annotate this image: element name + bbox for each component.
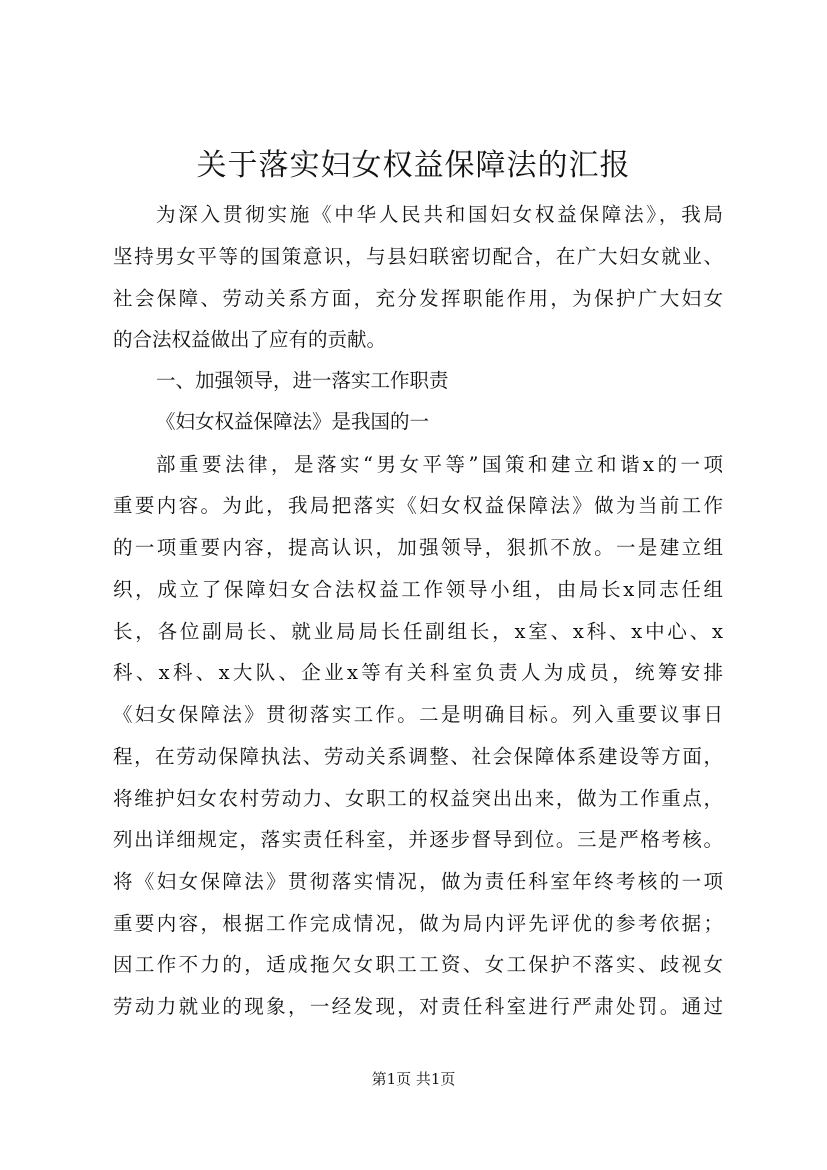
body-line: 部重要法律，是落实“男女平等”国策和建立和谐x的一项 xyxy=(156,453,723,476)
body-line: 重要内容，根据工作完成情况，做为局内评先评优的参考依据； xyxy=(113,912,723,935)
body-line: 长，各位副局长、就业局局长任副组长，x室、x科、x中心、x xyxy=(113,620,723,643)
body-line: 列出详细规定，落实责任科室，并逐步督导到位。三是严格考核。 xyxy=(113,828,723,851)
body-line: 因工作不力的，适成拖欠女职工工资、女工保护不落实、歧视女 xyxy=(113,953,723,976)
body-line: 的一项重要内容，提高认识，加强领导，狠抓不放。一是建立组 xyxy=(113,536,723,559)
body-line: 的合法权益做出了应有的贡献。 xyxy=(113,328,387,351)
section-heading: 一、加强领导，进一落实工作职责 xyxy=(156,369,449,392)
body-line: 《妇女保障法》贯彻落实工作。二是明确目标。列入重要议事日 xyxy=(113,703,723,726)
body-line: 科、x科、x大队、企业x等有关科室负责人为成员，统筹安排 xyxy=(113,661,723,684)
body-line: 为深入贯彻实施《中华人民共和国妇女权益保障法》，我局 xyxy=(156,203,723,226)
body-line: 将《妇女保障法》贯彻落实情况，做为责任科室年终考核的一项 xyxy=(113,870,723,893)
body-line: 劳动力就业的现象，一经发现，对责任科室进行严肃处罚。通过 xyxy=(113,995,723,1018)
body-line: 社会保障、劳动关系方面，充分发挥职能作用，为保护广大妇女 xyxy=(113,287,723,310)
body-line: 《妇女权益保障法》是我国的一 xyxy=(156,410,430,433)
body-line: 重要内容。为此，我局把落实《妇女权益保障法》做为当前工作 xyxy=(113,494,723,517)
body-line: 坚持男女平等的国策意识，与县妇联密切配合，在广大妇女就业、 xyxy=(113,245,723,268)
body-line: 将维护妇女农村劳动力、女职工的权益突出出来，做为工作重点， xyxy=(113,787,723,810)
page-number: 第1页 共1页 xyxy=(371,1070,456,1088)
body-line: 程，在劳动保障执法、劳动关系调整、社会保障体系建设等方面， xyxy=(113,745,723,768)
body-line: 织，成立了保障妇女合法权益工作领导小组，由局长x同志任组 xyxy=(113,578,723,601)
document-title: 关于落实妇女权益保障法的汇报 xyxy=(196,148,631,183)
